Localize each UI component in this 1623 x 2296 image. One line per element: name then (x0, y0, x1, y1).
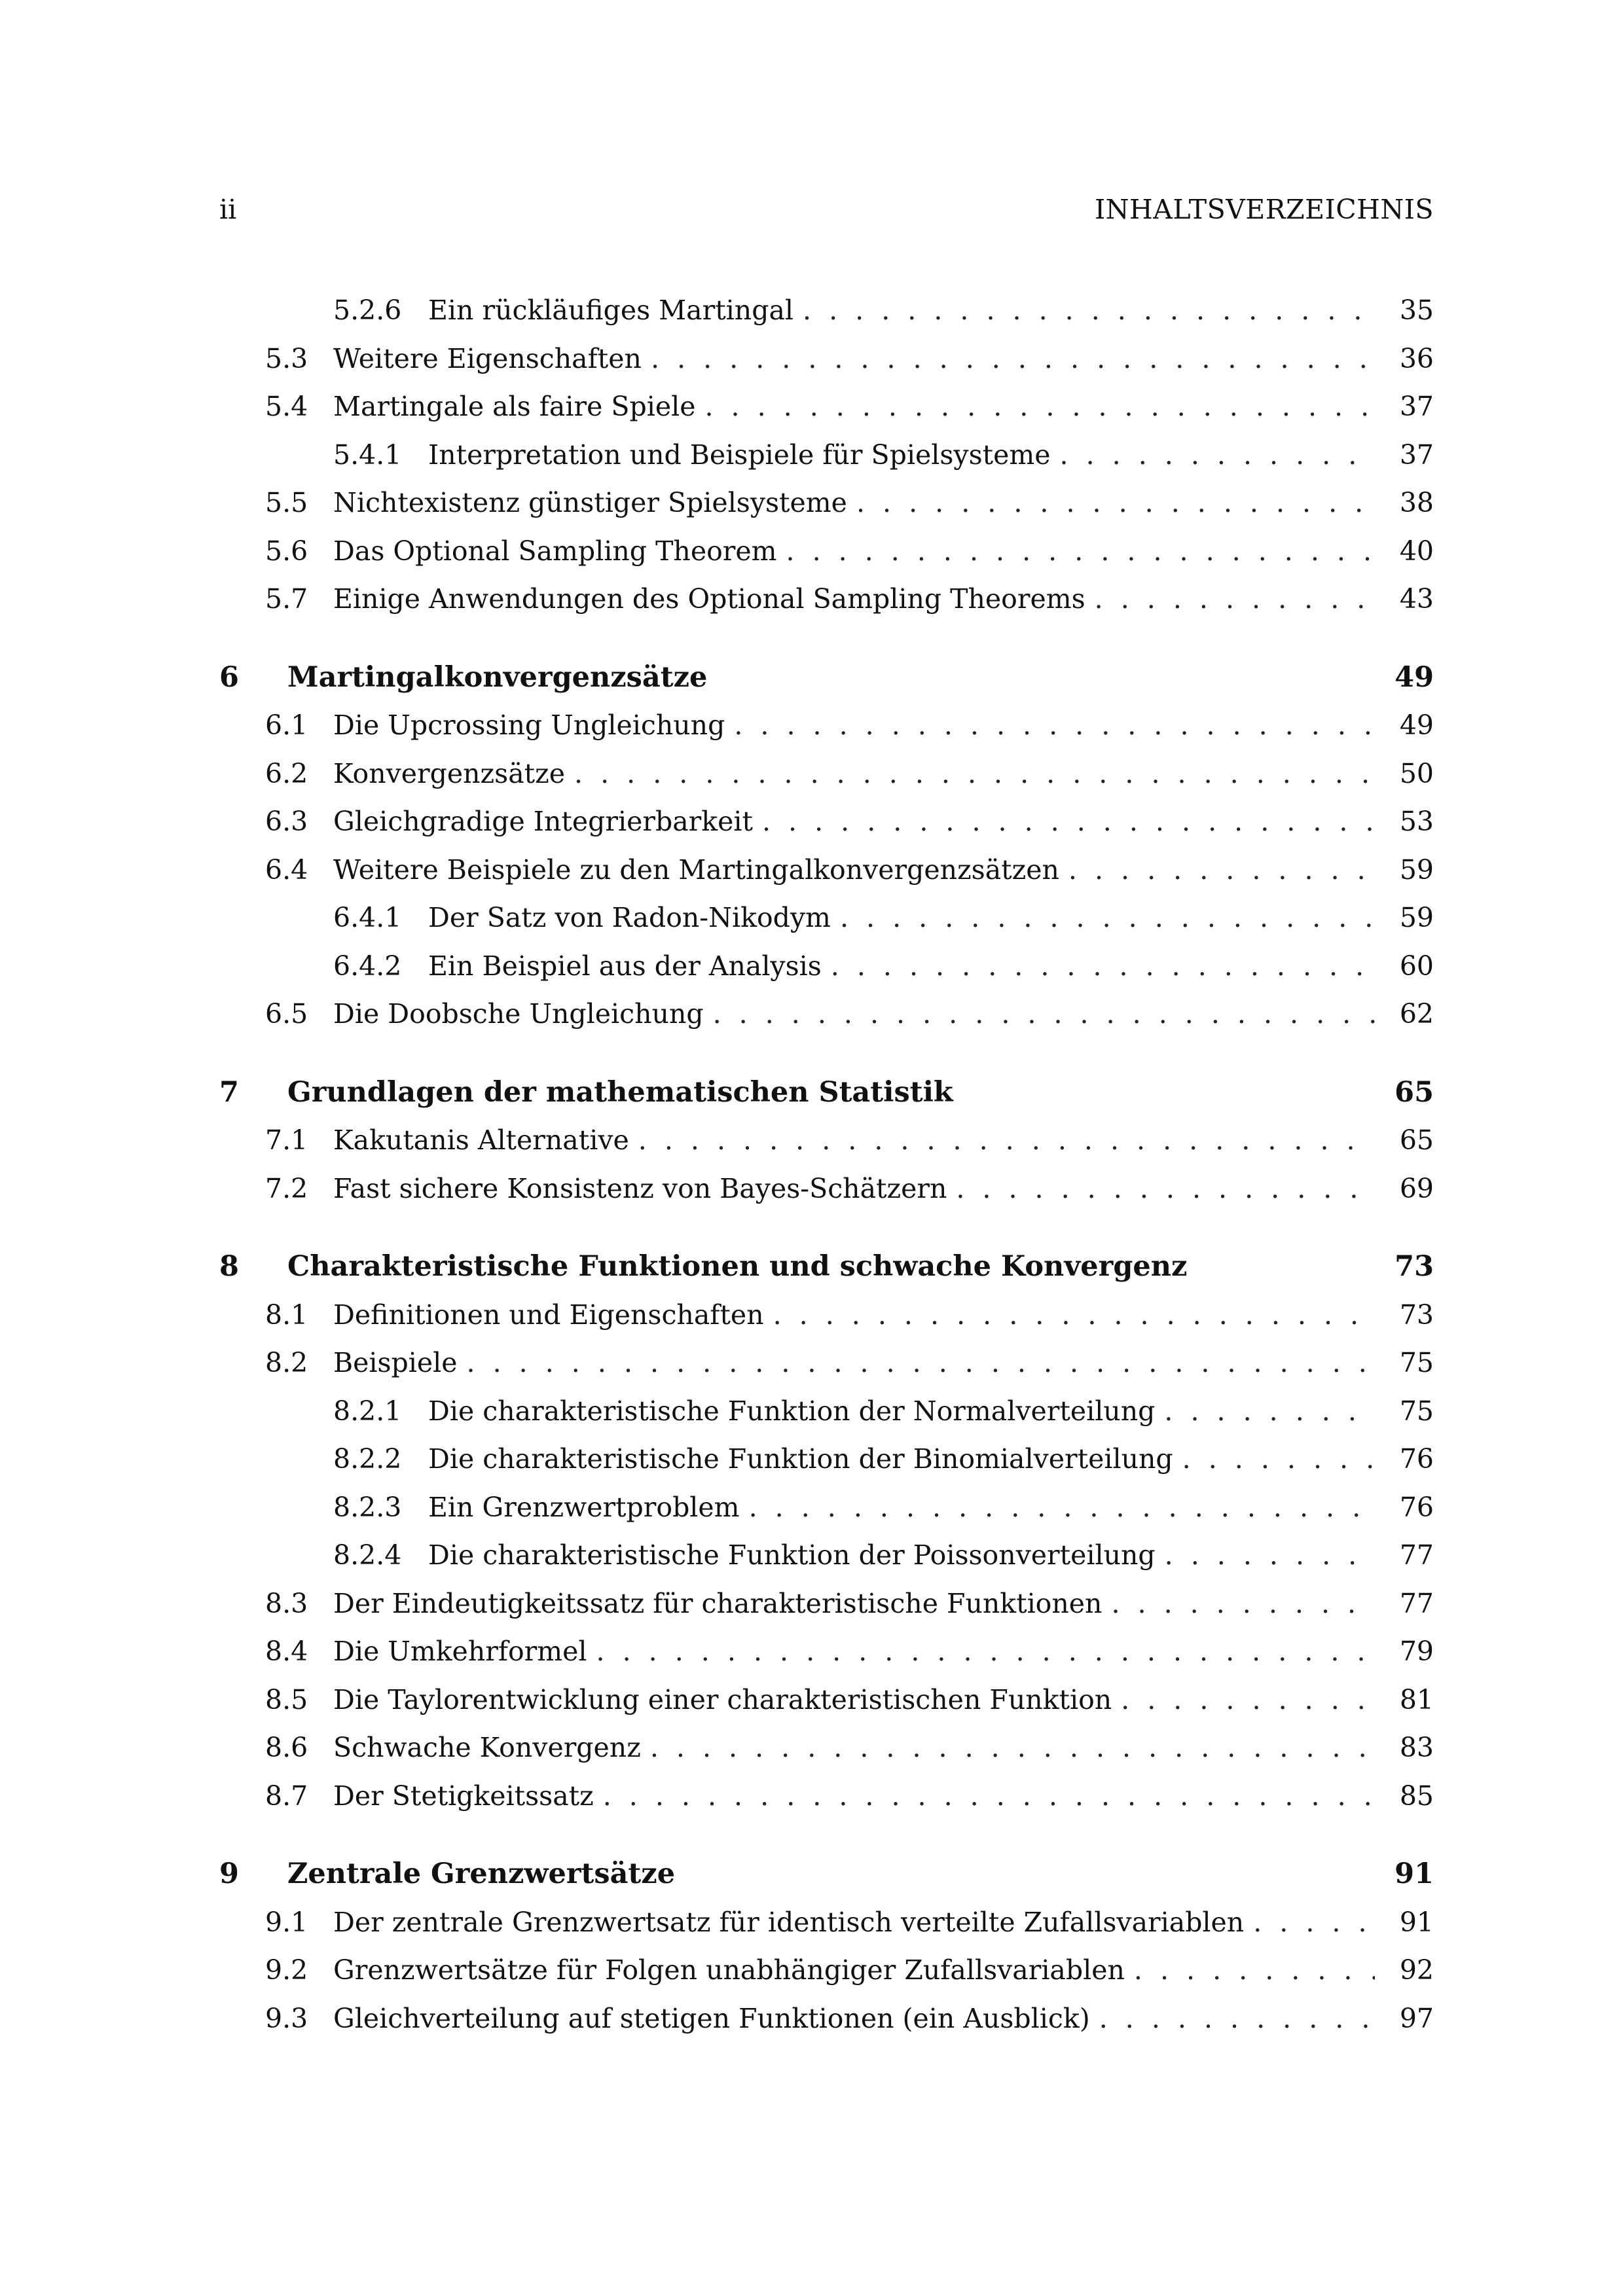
dot-leader (1253, 1899, 1375, 1947)
toc-entry-number: 5.4 (265, 391, 308, 422)
toc-entry-number: 5.6 (265, 535, 308, 567)
dot-leader (956, 1165, 1375, 1213)
toc-entry-page: 81 (1399, 1683, 1434, 1715)
toc-entry-title: Die Upcrossing Ungleichung (333, 709, 725, 741)
toc-entry-page: 62 (1399, 998, 1434, 1030)
toc-entry-number: 8.2.3 (333, 1491, 402, 1523)
toc-entry-number: 8.7 (265, 1780, 308, 1812)
toc-entry-page: 37 (1399, 439, 1434, 471)
toc-entry-page: 77 (1399, 1587, 1434, 1619)
dot-leader (1164, 1388, 1375, 1436)
dot-leader (704, 383, 1375, 431)
toc-entry-section[interactable] (219, 383, 1434, 431)
toc-entry-title: Fast sichere Konsistenz von Bayes-Schätzern (333, 1172, 947, 1204)
toc-entry-title: Martingale als faire Spiele (333, 391, 696, 422)
toc-entry-section[interactable] (219, 1899, 1434, 1947)
toc-entry-title: Martingalkonvergenzsätze (287, 660, 708, 694)
toc-entry-title: Zentrale Grenzwertsätze (287, 1857, 676, 1890)
toc-entry-page: 43 (1399, 583, 1434, 615)
dot-leader (1068, 846, 1375, 895)
toc-entry-page: 49 (1395, 660, 1434, 694)
toc-entry-section[interactable] (219, 1580, 1434, 1628)
page-header (219, 194, 1434, 233)
toc-entry-number: 8 (219, 1250, 239, 1283)
page-number: ii (219, 194, 237, 225)
toc-entry-title: Der Stetigkeitssatz (333, 1780, 594, 1812)
dot-leader (603, 1772, 1375, 1821)
toc-entry-title: Das Optional Sampling Theorem (333, 535, 777, 567)
toc-entry-number: 6.3 (265, 806, 308, 837)
toc-entry-page: 76 (1399, 1491, 1434, 1523)
toc-entry-section[interactable] (219, 335, 1434, 384)
dot-leader (1111, 1580, 1375, 1628)
toc-entry-section[interactable] (219, 702, 1434, 750)
toc-entry-title: Definitionen und Eigenschaften (333, 1299, 764, 1331)
toc-entry-page: 37 (1399, 391, 1434, 422)
toc-entry-title: Kakutanis Alternative (333, 1124, 629, 1156)
toc-entry-sub[interactable] (219, 942, 1434, 991)
dot-leader (749, 1484, 1375, 1532)
toc-entry-section[interactable] (219, 1946, 1434, 1995)
toc-entry-page: 65 (1399, 1124, 1434, 1156)
dot-leader (762, 798, 1375, 846)
toc-entry-page: 65 (1395, 1075, 1434, 1109)
toc-entry-page: 50 (1399, 757, 1434, 789)
toc-entry-title: Die charakteristische Funktion der Normalverteilung (428, 1395, 1156, 1427)
toc-entry-number: 8.4 (265, 1636, 308, 1667)
dot-leader (1121, 1676, 1375, 1725)
toc-entry-number: 7 (219, 1075, 239, 1109)
toc-entry-number: 8.2.2 (333, 1443, 402, 1475)
dot-leader (1060, 431, 1375, 480)
dot-leader (803, 287, 1375, 335)
toc-entry-number: 8.1 (265, 1299, 308, 1331)
toc-entry-title: Beispiele (333, 1347, 458, 1378)
toc-entry-title: Die charakteristische Funktion der Binomialverteilung (428, 1443, 1173, 1475)
toc-entry-section[interactable] (219, 990, 1434, 1039)
toc-entry-number: 6.4.1 (333, 902, 402, 933)
toc-entry-page: 76 (1399, 1443, 1434, 1475)
toc-entry-section[interactable] (219, 1995, 1434, 2043)
toc-entry-number: 9.3 (265, 2002, 308, 2034)
toc-entry-section[interactable] (219, 1165, 1434, 1213)
toc-entry-number: 7.1 (265, 1124, 308, 1156)
toc-entry-number: 6.1 (265, 709, 308, 741)
toc-entry-number: 6.4.2 (333, 950, 402, 982)
toc-entry-title: Die Taylorentwicklung einer charakteristischen Funktion (333, 1683, 1112, 1715)
toc-entry-number: 5.3 (265, 342, 308, 374)
toc-entry-section[interactable] (219, 528, 1434, 576)
toc-entry-number: 5.2.6 (333, 295, 402, 326)
toc-entry-number: 6 (219, 660, 239, 694)
table-of-contents (219, 287, 1434, 2043)
dot-leader (1095, 575, 1375, 624)
toc-entry-page: 75 (1399, 1395, 1434, 1427)
toc-entry-title: Schwache Konvergenz (333, 1732, 641, 1763)
toc-entry-section[interactable] (219, 750, 1434, 798)
toc-entry-sub[interactable] (219, 1435, 1434, 1484)
toc-entry-title: Der Satz von Radon-Nikodym (428, 902, 831, 933)
toc-entry-title: Gleichgradige Integrierbarkeit (333, 806, 753, 837)
toc-entry-number: 6.2 (265, 757, 308, 789)
dot-leader (1099, 1995, 1375, 2043)
dot-leader (1182, 1435, 1375, 1484)
dot-leader (1134, 1946, 1375, 1995)
toc-entry-page: 59 (1399, 853, 1434, 886)
toc-entry-title: Konvergenzsätze (333, 757, 565, 789)
toc-entry-title: Nichtexistenz günstiger Spielsysteme (333, 487, 847, 518)
toc-entry-title: Der zentrale Grenzwertsatz für identisch verteilte Zufallsvariablen (333, 1906, 1245, 1938)
dot-leader (786, 528, 1375, 576)
toc-entry-section[interactable] (219, 846, 1434, 895)
toc-entry-number: 6.5 (265, 998, 308, 1030)
toc-entry-section[interactable] (219, 1772, 1434, 1821)
running-title: INHALTSVERZEICHNIS (1094, 194, 1434, 225)
toc-entry-chapter[interactable] (219, 1243, 1434, 1291)
toc-entry-sub[interactable] (219, 1484, 1434, 1532)
toc-entry-section[interactable] (219, 798, 1434, 846)
toc-entry-title: Ein Grenzwertproblem (428, 1491, 740, 1523)
toc-entry-page: 83 (1399, 1732, 1434, 1763)
toc-entry-number: 5.5 (265, 487, 308, 518)
toc-entry-page: 36 (1399, 342, 1434, 374)
dot-leader (1165, 1532, 1375, 1580)
dot-leader (467, 1339, 1375, 1388)
toc-entry-page: 73 (1395, 1250, 1434, 1283)
toc-entry-section[interactable] (219, 1628, 1434, 1676)
toc-entry-number: 8.5 (265, 1683, 308, 1715)
toc-entry-page: 85 (1399, 1780, 1434, 1812)
dot-leader (831, 942, 1375, 991)
dot-leader (713, 990, 1375, 1039)
toc-entry-section[interactable] (219, 1724, 1434, 1772)
toc-entry-sub[interactable] (219, 894, 1434, 942)
toc-entry-page: 49 (1399, 709, 1434, 741)
toc-entry-page: 69 (1399, 1172, 1434, 1204)
toc-entry-title: Ein Beispiel aus der Analysis (428, 950, 822, 982)
toc-entry-title: Einige Anwendungen des Optional Sampling Theorems (333, 583, 1085, 615)
toc-entry-page: 91 (1399, 1906, 1434, 1938)
toc-entry-page: 59 (1399, 902, 1434, 933)
toc-entry-number: 5.4.1 (333, 439, 402, 471)
toc-entry-page: 75 (1399, 1347, 1434, 1378)
toc-entry-sub[interactable] (219, 287, 1434, 335)
toc-entry-number: 8.2.1 (333, 1395, 402, 1427)
toc-entry-page: 35 (1399, 295, 1434, 326)
toc-entry-chapter[interactable] (219, 654, 1434, 702)
toc-entry-title: Der Eindeutigkeitssatz für charakteristische Funktionen (333, 1587, 1103, 1619)
dot-leader (773, 1291, 1375, 1340)
dot-leader (650, 1724, 1375, 1772)
toc-entry-title: Gleichverteilung auf stetigen Funktionen (ein Ausblick) (333, 2002, 1090, 2034)
toc-entry-number: 8.6 (265, 1732, 308, 1763)
toc-entry-chapter[interactable] (219, 1069, 1434, 1117)
toc-entry-title: Charakteristische Funktionen und schwache Konvergenz (287, 1250, 1188, 1283)
toc-entry-title: Weitere Eigenschaften (333, 342, 642, 374)
toc-entry-page: 79 (1399, 1636, 1434, 1667)
toc-entry-page: 53 (1399, 806, 1434, 837)
toc-entry-number: 7.2 (265, 1172, 308, 1204)
dot-leader (596, 1628, 1375, 1676)
toc-entry-page: 40 (1399, 535, 1434, 567)
toc-entry-number: 8.3 (265, 1587, 308, 1619)
dot-leader (651, 335, 1375, 384)
toc-entry-title: Interpretation und Beispiele für Spielsysteme (428, 439, 1051, 471)
toc-entry-page: 91 (1395, 1857, 1434, 1890)
dot-leader (638, 1117, 1375, 1165)
toc-entry-title: Ein rückläufiges Martingal (428, 295, 794, 326)
dot-leader (734, 702, 1375, 750)
dot-leader (856, 479, 1375, 528)
dot-leader (840, 894, 1375, 942)
toc-entry-number: 9 (219, 1857, 239, 1890)
toc-entry-section[interactable] (219, 1676, 1434, 1725)
toc-entry-page: 73 (1399, 1299, 1434, 1331)
toc-entry-number: 8.2.4 (333, 1539, 402, 1571)
toc-entry-section[interactable] (219, 479, 1434, 528)
toc-entry-page: 97 (1399, 2002, 1434, 2034)
toc-entry-chapter[interactable] (219, 1850, 1434, 1899)
toc-entry-title: Die charakteristische Funktion der Poissonverteilung (428, 1539, 1156, 1571)
toc-entry-number: 6.4 (265, 853, 308, 886)
toc-entry-sub[interactable] (219, 1532, 1434, 1580)
toc-entry-number: 8.2 (265, 1347, 308, 1378)
toc-entry-title: Die Umkehrformel (333, 1636, 587, 1667)
toc-entry-section[interactable] (219, 1291, 1434, 1340)
toc-entry-section[interactable] (219, 1339, 1434, 1388)
toc-entry-title: Weitere Beispiele zu den Martingalkonvergenzsätzen (333, 853, 1059, 886)
toc-entry-sub[interactable] (219, 1388, 1434, 1436)
toc-entry-number: 5.7 (265, 583, 308, 615)
dot-leader (574, 750, 1375, 798)
toc-entry-number: 9.2 (265, 1954, 308, 1986)
toc-entry-title: Die Doobsche Ungleichung (333, 998, 704, 1030)
toc-entry-title: Grundlagen der mathematischen Statistik (287, 1075, 953, 1109)
toc-entry-section[interactable] (219, 1117, 1434, 1165)
toc-entry-title: Grenzwertsätze für Folgen unabhängiger Zufallsvariablen (333, 1954, 1125, 1986)
toc-entry-section[interactable] (219, 575, 1434, 624)
toc-entry-page: 38 (1399, 487, 1434, 518)
toc-entry-sub[interactable] (219, 431, 1434, 480)
toc-entry-page: 77 (1399, 1539, 1434, 1571)
toc-entry-number: 9.1 (265, 1906, 308, 1938)
toc-entry-page: 60 (1399, 950, 1434, 982)
toc-entry-page: 92 (1399, 1954, 1434, 1986)
